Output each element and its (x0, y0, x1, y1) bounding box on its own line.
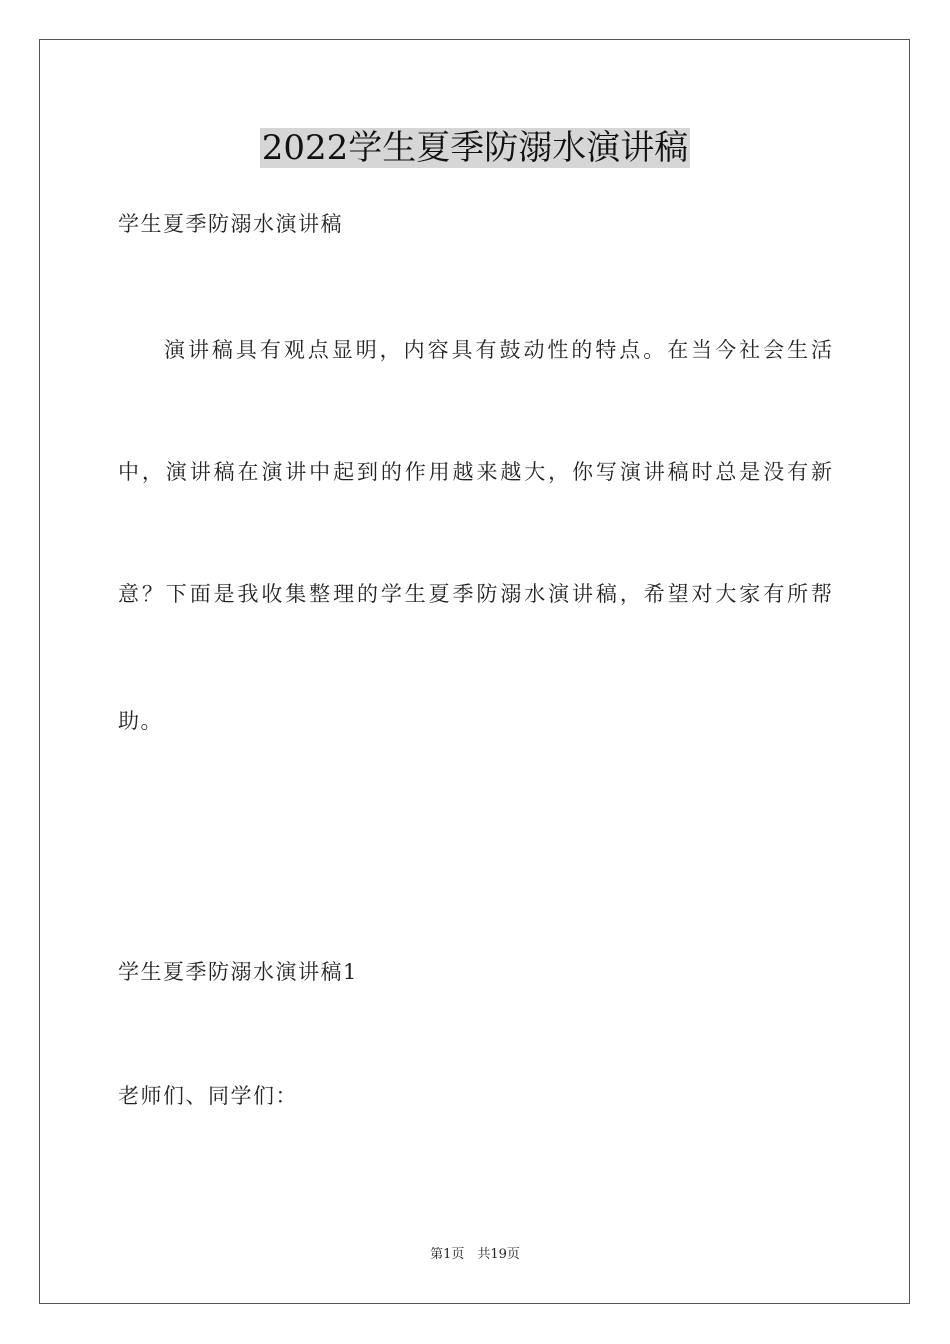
title-container (0, 128, 950, 168)
document-subtitle: 学生夏季防溺水演讲稿 (118, 212, 343, 236)
intro-line-3: 意？下面是我收集整理的学生夏季防溺水演讲稿，希望对大家有所帮 (118, 582, 832, 606)
intro-line-1: 演讲稿具有观点显明，内容具有鼓动性的特点。在当今社会生活 (164, 338, 832, 362)
page-footer: 第1页 共19页 (430, 1247, 520, 1262)
intro-line-2: 中，演讲稿在演讲中起到的作用越来越大，你写演讲稿时总是没有新 (118, 460, 832, 484)
document-title: 2022学生夏季防溺水演讲稿 (261, 128, 689, 168)
greeting-text: 老师们、同学们： (118, 1084, 298, 1108)
section-heading: 学生夏季防溺水演讲稿1 (118, 960, 358, 984)
intro-line-4: 助。 (118, 709, 163, 733)
